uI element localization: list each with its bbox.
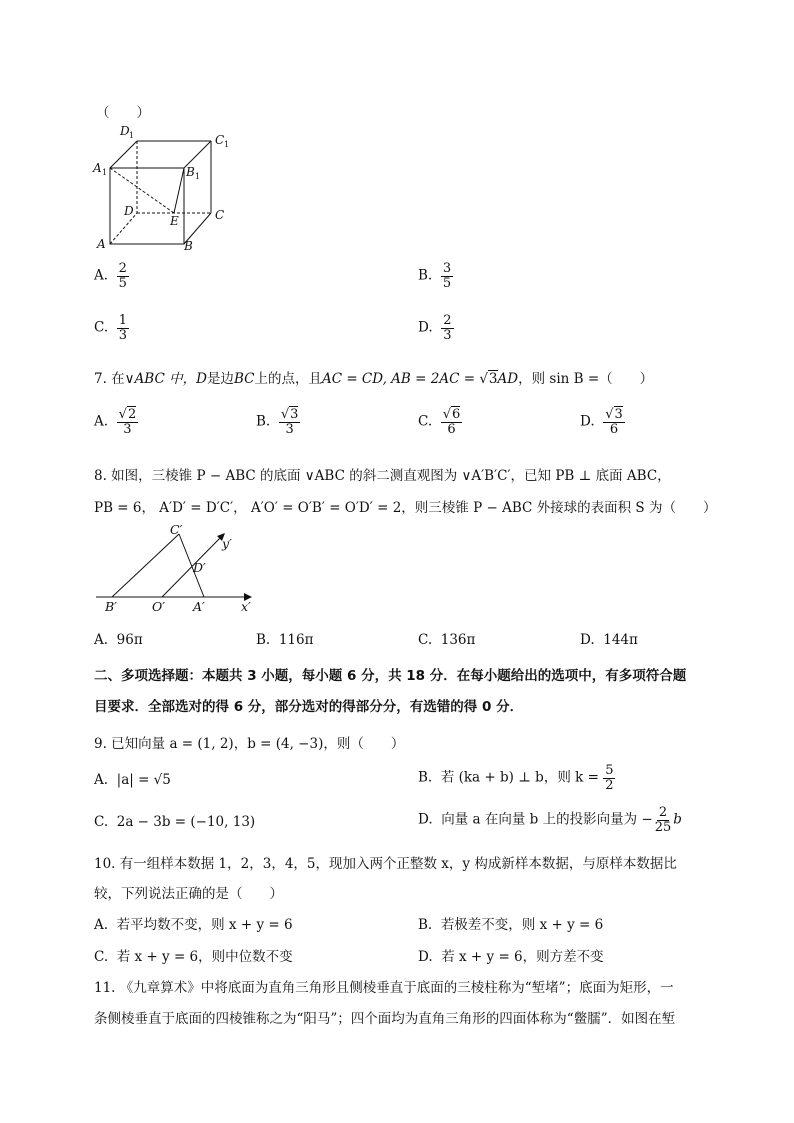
q10-option-d: D. 若 x + y = 6，则方差不变 xyxy=(418,949,604,965)
q10-option-c: C. 若 x + y = 6，则中位数不变 xyxy=(94,949,293,965)
q8-stem-line2: PB = 6， A′D′ = D′C′， A′O′ = O′B′ = O′D′ = 2，则三棱锥 P − ABC 外接球的表面积 S 为（ ） xyxy=(94,500,717,516)
fig-label-O: O′ xyxy=(152,599,166,614)
q7-stem: 7. 在∨ABC 中，D是边BC上的点，且AC = CD, AB = 2AC = √3AD，则 sin B =（ ） xyxy=(94,371,654,387)
section2-heading-line1: 二、多项选择题：本题共 3 小题，每小题 6 分，共 18 分．在每小题给出的选项中，有多项符合题 xyxy=(94,668,687,684)
q6-answer-blank: （ ） xyxy=(96,105,150,121)
q10-stem-line2: 较，下列说法正确的是（ ） xyxy=(94,886,283,902)
q8-oblique-figure xyxy=(92,522,262,618)
label-E: E xyxy=(170,214,179,228)
svg-text:1: 1 xyxy=(102,168,108,177)
q11-stem-line1: 11. 《九章算术》中将底面为直角三角形且侧棱垂直于底面的三棱柱称为“堑堵”；底面为矩形，一 xyxy=(94,980,674,996)
fig-label-B: B′ xyxy=(105,599,118,614)
q10-option-b: B. 若极差不变，则 x + y = 6 xyxy=(418,917,604,933)
q8-stem-line1: 8. 如图，三棱锥 P − ABC 的底面 ∨ABC 的斜二测直观图为 ∨A′B′C′，已知 PB ⊥ 底面 ABC， xyxy=(94,468,671,484)
q9-option-b: B. 若 (ka + b) ⊥ b，则 k = $\frac{5}{2}$ xyxy=(418,763,614,793)
q9-option-a: A. |a| = √5 xyxy=(94,772,171,788)
section2-heading-line2: 目要求．全部选对的得 6 分，部分选对的得部分分，有选错的得 0 分． xyxy=(94,699,524,715)
q7-option-c: C. $\frac{√6}{6}$ xyxy=(418,407,461,437)
label-C: C xyxy=(215,208,225,222)
label-A1: A xyxy=(93,161,102,175)
q6-option-c: C. $\frac{1}{3}$ xyxy=(94,313,128,343)
svg-text:1: 1 xyxy=(195,172,201,181)
q8-option-a: A. 96π xyxy=(94,632,143,648)
q9-stem: 9. 已知向量 a = (1, 2)，b = (4, −3)，则（ ） xyxy=(94,736,405,752)
q10-stem-line1: 10. 有一组样本数据 1，2，3，4，5，现加入两个正整数 x，y 构成新样本数据，与原样本数据比 xyxy=(94,856,677,872)
q11-stem-line2: 条侧棱垂直于底面的四棱锥称之为“阳马”；四个面均为直角三角形的四面体称为“鳖臑”．如图在堑 xyxy=(94,1011,676,1027)
label-A: A xyxy=(97,237,106,251)
q7-option-a: A. $\frac{√2}{3}$ xyxy=(94,407,137,437)
q6-cube-figure xyxy=(92,122,242,252)
fig-label-y: y′ xyxy=(222,536,232,551)
label-B1: B xyxy=(186,165,195,179)
q9-option-d: D. 向量 a 在向量 b 上的投影向量为 − $\frac{2}{25}$ b xyxy=(418,805,682,835)
q10-option-a: A. 若平均数不变，则 x + y = 6 xyxy=(94,917,293,933)
fig-label-A: A′ xyxy=(193,599,205,614)
fig-label-x: x′ xyxy=(241,599,251,614)
label-D1: D xyxy=(120,124,130,138)
q8-option-d: D. 144π xyxy=(580,632,638,648)
label-D: D xyxy=(124,204,134,218)
fig-label-C: C′ xyxy=(170,522,183,537)
q6-option-a: A. $\frac{2}{5}$ xyxy=(94,261,127,291)
label-C1: C xyxy=(215,133,225,147)
q9-option-c: C. 2a − 3b = (−10, 13) xyxy=(94,814,256,830)
q7-option-d: D. $\frac{√3}{6}$ xyxy=(580,407,623,437)
q8-option-b: B. 116π xyxy=(256,632,314,648)
q8-option-c: C. 136π xyxy=(418,632,476,648)
label-B: B xyxy=(184,239,193,252)
fig-label-D: D′ xyxy=(193,560,206,575)
svg-text:1: 1 xyxy=(224,140,230,149)
q7-option-b: B. $\frac{√3}{3}$ xyxy=(256,407,299,437)
q6-option-b: B. $\frac{3}{5}$ xyxy=(418,261,452,291)
q6-option-d: D. $\frac{2}{3}$ xyxy=(418,313,452,343)
svg-text:1: 1 xyxy=(129,131,135,140)
